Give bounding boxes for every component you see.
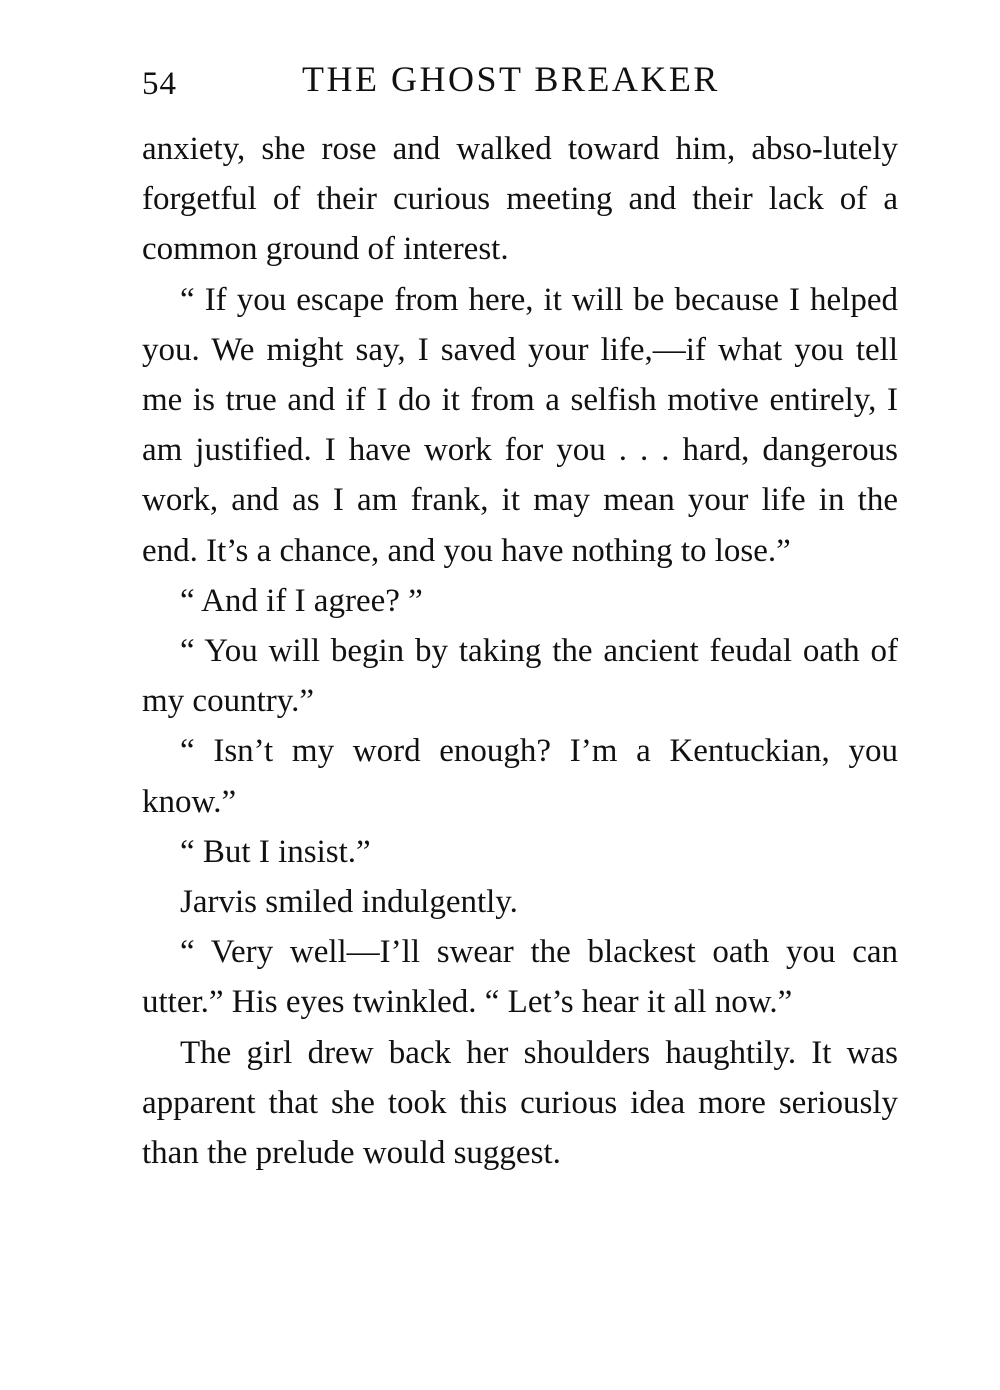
paragraph: “ You will begin by taking the ancient feudal oath of my country.” (142, 633, 898, 720)
paragraph: “ And if I agree? ” (180, 582, 423, 619)
body-text (142, 124, 898, 1178)
paragraph: “ But I insist.” (180, 833, 371, 870)
paragraph: anxiety, she rose and walked toward him, abso-lutely forgetful of their curious meeting and their lack of a common ground of interest. (142, 131, 898, 268)
paragraph: “ Isn’t my word enough? I’m a Kentuckian, you know.” (142, 733, 898, 820)
paragraph: “ If you escape from here, it will be because I helped you. We might say, I saved your life,—if what you tell me is true and if I do it from a selfish motive entirely, I am justified. I have work for you . . . hard, dangerous work, and as I am frank, it may mean your life in the end. It’s a chance, and you have nothing to lose.” (142, 281, 898, 569)
book-title: THE GHOST BREAKER (302, 59, 720, 99)
page-number: 54 (142, 66, 177, 102)
running-head (142, 58, 902, 108)
paragraph: “ Very well—I’ll swear the blackest oath you can utter.” His eyes twinkled. “ Let’s hear it all now.” (142, 934, 898, 1021)
paragraph: Jarvis smiled indulgently. (180, 884, 518, 921)
paragraph: The girl drew back her shoulders haughtily. It was apparent that she took this curious idea more seriously than the prelude would suggest. (142, 1034, 898, 1172)
